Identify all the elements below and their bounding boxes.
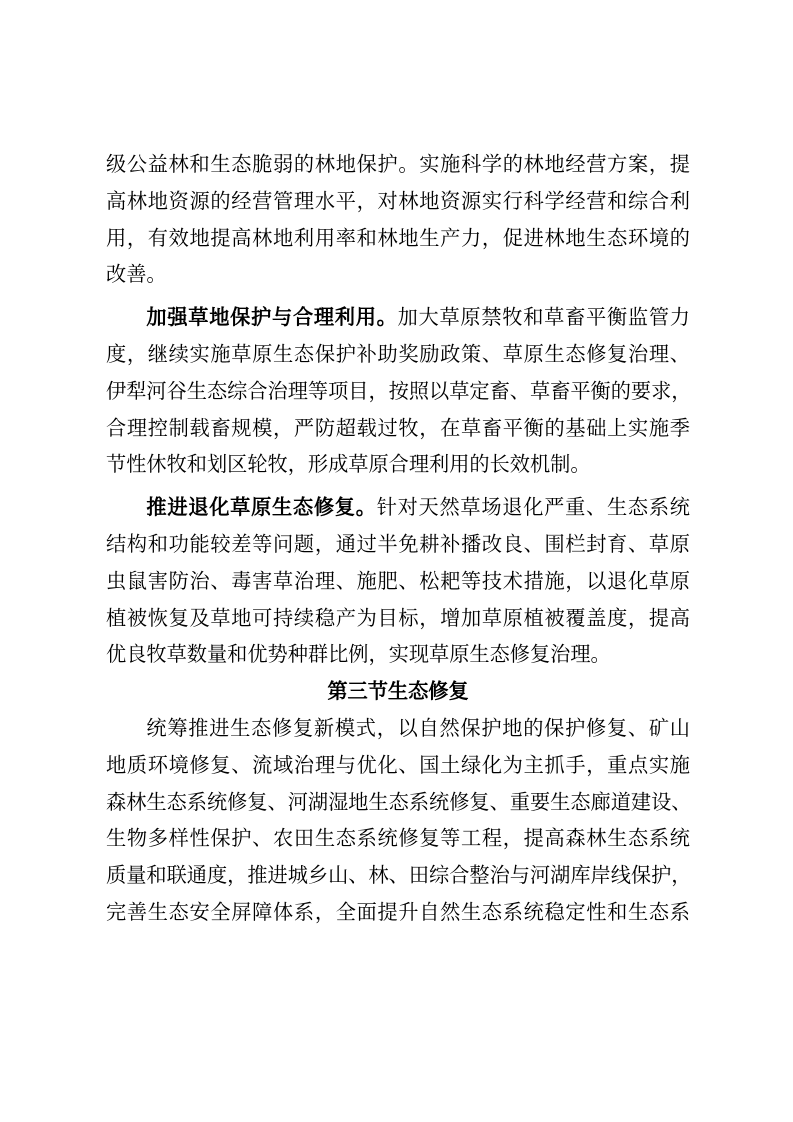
paragraph-lead-heading: 推进退化草原生态修复。 xyxy=(146,495,377,520)
paragraph-forest-land xyxy=(106,146,690,293)
paragraph-grassland-protection xyxy=(106,299,690,483)
text-line: 生物多样性保护、农田生态系统修复等工程，提高森林生态系统 xyxy=(106,826,690,851)
text-line: 用，有效地提高林地利用率和林地生产力，促进林地生态环境的 xyxy=(106,225,690,250)
text-line: 度，继续实施草原生态保护补助奖励政策、草原生态修复治理、 xyxy=(106,341,690,366)
paragraph-grassland-restoration xyxy=(106,489,690,673)
text-line: 改善。 xyxy=(106,262,167,287)
text-line: 地质环境修复、流域治理与优化、国土绿化为主抓手，重点实施 xyxy=(106,752,690,777)
text-line: 节性休牧和划区轮牧，形成草原合理利用的长效机制。 xyxy=(106,452,591,477)
text-line: 结构和功能较差等问题，通过半免耕补播改良、围栏封育、草原 xyxy=(106,531,690,556)
section-heading: 第三节生态修复 xyxy=(327,679,469,704)
paragraph-ecological-restoration xyxy=(106,710,690,931)
text-line: 森林生态系统修复、河湖湿地生态系统修复、重要生态廊道建设、 xyxy=(106,789,692,814)
text-line: 虫鼠害防治、毒害草治理、施肥、松耙等技术措施，以退化草原 xyxy=(106,568,690,593)
text-line: 完善生态安全屏障体系，全面提升自然生态系统稳定性和生态系 xyxy=(106,899,690,924)
paragraph-lead-heading: 加强草地保护与合理利用。 xyxy=(146,305,398,330)
text-line: 高林地资源的经营管理水平，对林地资源实行科学经营和综合利 xyxy=(106,188,690,213)
text-line: 植被恢复及草地可持续稳产为目标，增加草原植被覆盖度，提高 xyxy=(106,605,690,630)
text-line: 伊犁河谷生态综合治理等项目，按照以草定畜、草畜平衡的要求， xyxy=(106,378,692,403)
text-line: 合理控制载畜规模，严防超载过牧，在草畜平衡的基础上实施季 xyxy=(106,415,690,440)
text-segment: 针对天然草场退化严重、生态系统 xyxy=(376,495,690,520)
text-line: 质量和联通度，推进城乡山、林、田综合整治与河湖库岸线保护， xyxy=(106,863,692,888)
text-line-first: 统筹推进生态修复新模式，以自然保护地的保护修复、矿山 xyxy=(146,715,690,740)
text-line: 优良牧草数量和优势种群比例，实现草原生态修复治理。 xyxy=(106,642,611,667)
text-line-first xyxy=(106,489,690,526)
text-segment: 加大草原禁牧和草畜平衡监管力 xyxy=(397,305,690,330)
page-content xyxy=(106,146,690,931)
text-line-first xyxy=(106,299,690,336)
text-line: 级公益林和生态脆弱的林地保护。实施科学的林地经营方案，提 xyxy=(106,152,690,176)
